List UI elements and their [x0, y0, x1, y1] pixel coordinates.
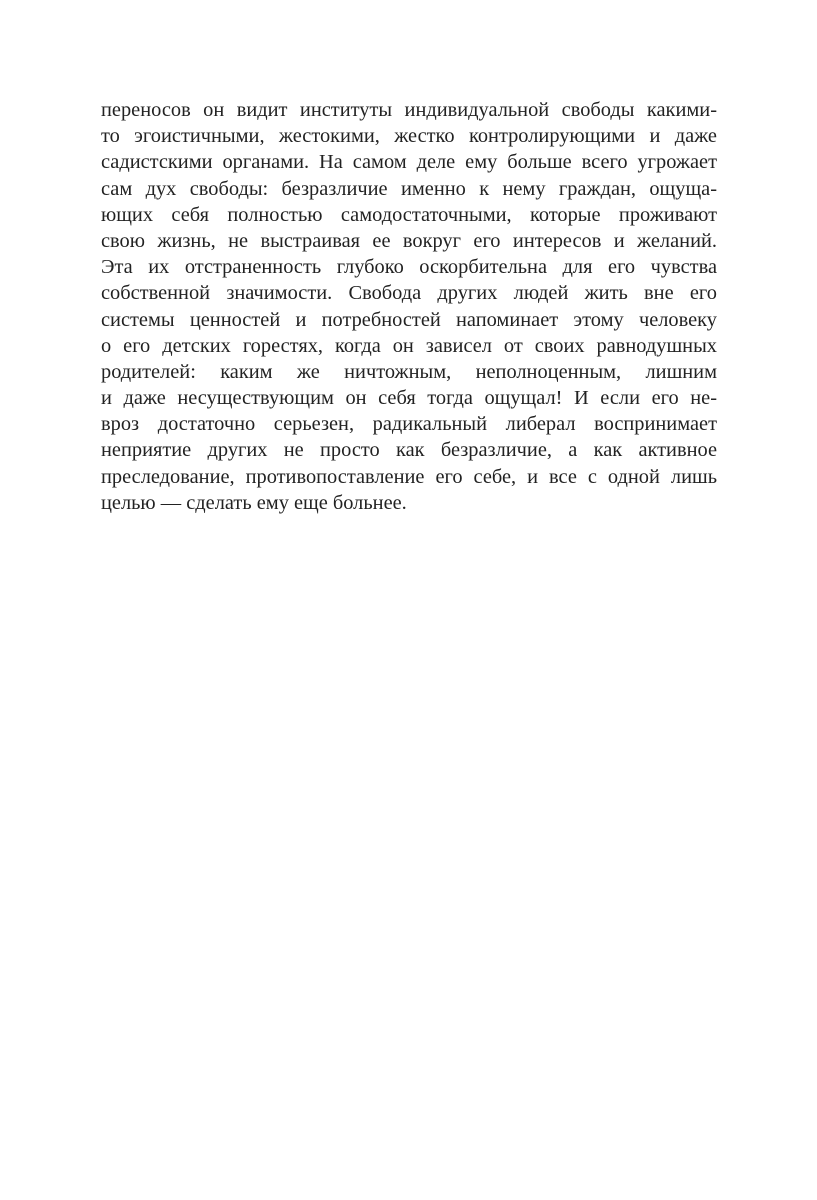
text-line: садистскими органами. На самом деле ему больше всего угрожает — [101, 151, 717, 174]
text-line: переносов он видит институты индивидуальной свободы какими- — [101, 99, 717, 121]
text-line: родителей: каким же ничтожным, неполноценным, лишним — [101, 360, 717, 383]
text-line: преследование, противопоставление его себе, и все с одной лишь — [101, 465, 717, 488]
text-line: Эта их отстраненность глубоко оскорбительна для его чувства — [101, 256, 717, 279]
text-line: собственной значимости. Свобода других людей жить вне его — [101, 282, 717, 305]
text-line: неприятие других не просто как безразличие, а как активное — [101, 439, 717, 462]
text-line: и даже несуществующим он себя тогда ощущал! И если его не- — [101, 387, 717, 410]
text-line-last: целью — сделать ему еще больнее. — [101, 491, 407, 514]
text-line: свою жизнь, не выстраивая ее вокруг его интересов и желаний. — [101, 229, 717, 252]
text-line: о его детских горестях, когда он зависел от своих равнодушных — [101, 334, 717, 357]
body-paragraph — [101, 97, 717, 516]
text-line: вроз достаточно серьезен, радикальный либерал воспринимает — [101, 413, 717, 436]
text-line: то эгоистичными, жестокими, жестко контролирующими и даже — [101, 125, 717, 148]
text-line: ющих себя полностью самодостаточными, которые проживают — [101, 203, 717, 226]
text-line: сам дух свободы: безразличие именно к нему граждан, ощуща- — [101, 177, 717, 200]
text-line: системы ценностей и потребностей напоминает этому человеку — [101, 308, 717, 331]
